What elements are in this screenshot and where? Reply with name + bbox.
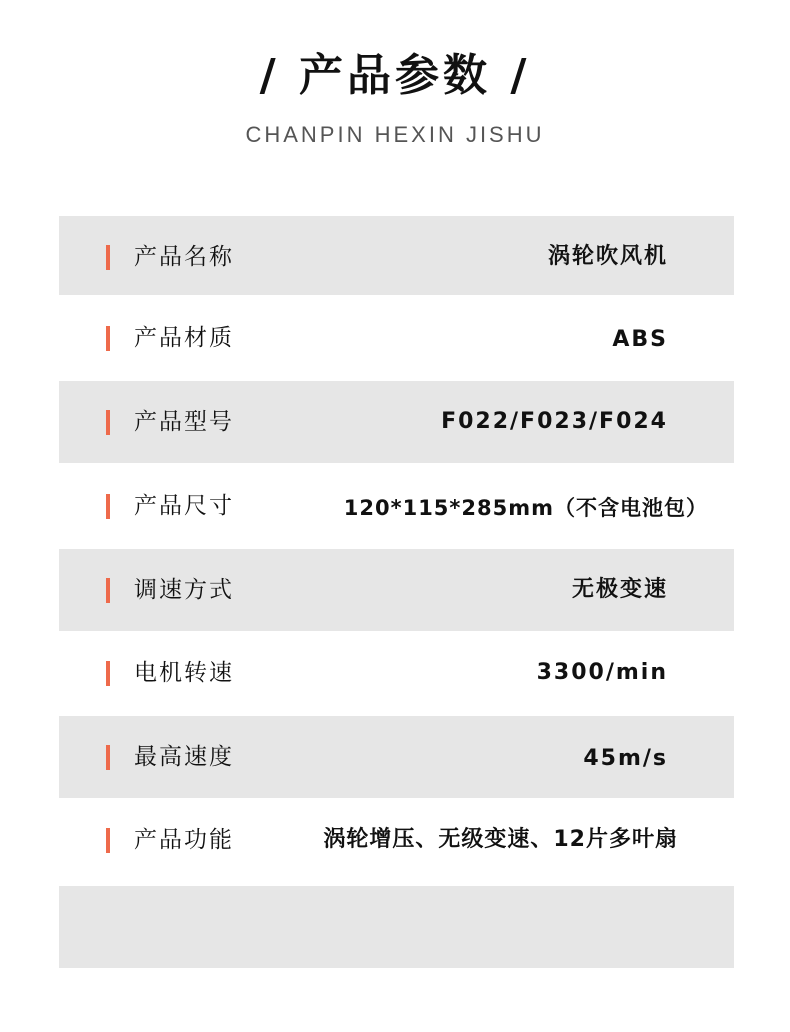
accent-bar	[106, 578, 110, 603]
page-header	[0, 0, 790, 170]
spec-row-name	[59, 216, 734, 295]
accent-bar	[106, 410, 110, 435]
spec-label: 电机转速	[134, 660, 234, 686]
page-title: / 产品参数 /	[259, 50, 531, 101]
accent-bar	[106, 661, 110, 686]
spec-value: 45m/s	[583, 746, 668, 771]
spec-table	[59, 216, 734, 968]
accent-bar	[106, 326, 110, 351]
spec-value: ABS	[612, 327, 668, 352]
spec-row-max-speed	[59, 716, 734, 798]
accent-bar	[106, 245, 110, 270]
spec-label: 产品功能	[134, 827, 234, 853]
spec-label: 产品型号	[134, 409, 234, 435]
spec-row-material	[59, 295, 734, 381]
spec-value: 无极变速	[571, 577, 668, 602]
spec-label: 产品尺寸	[134, 493, 234, 519]
spec-row-empty	[59, 886, 734, 968]
spec-value: 涡轮吹风机	[547, 244, 668, 269]
spec-value: F022/F023/F024	[441, 409, 668, 434]
spec-value: 120*115*285mm（不含电池包）	[343, 496, 708, 520]
spec-row-speed-control	[59, 549, 734, 631]
spec-value: 3300/min	[536, 660, 668, 685]
spec-label: 产品材质	[134, 325, 234, 351]
spec-value: 涡轮增压、无级变速、12片多叶扇	[323, 827, 678, 852]
accent-bar	[106, 494, 110, 519]
accent-bar	[106, 745, 110, 770]
spec-row-size	[59, 463, 734, 549]
spec-label: 最高速度	[134, 744, 234, 770]
spec-label: 调速方式	[134, 577, 234, 603]
page-subtitle: CHANPIN HEXIN JISHU	[245, 122, 545, 147]
spec-row-function	[59, 798, 734, 886]
spec-row-model	[59, 381, 734, 463]
spec-label: 产品名称	[134, 244, 234, 270]
spec-row-motor-speed	[59, 631, 734, 716]
accent-bar	[106, 828, 110, 853]
